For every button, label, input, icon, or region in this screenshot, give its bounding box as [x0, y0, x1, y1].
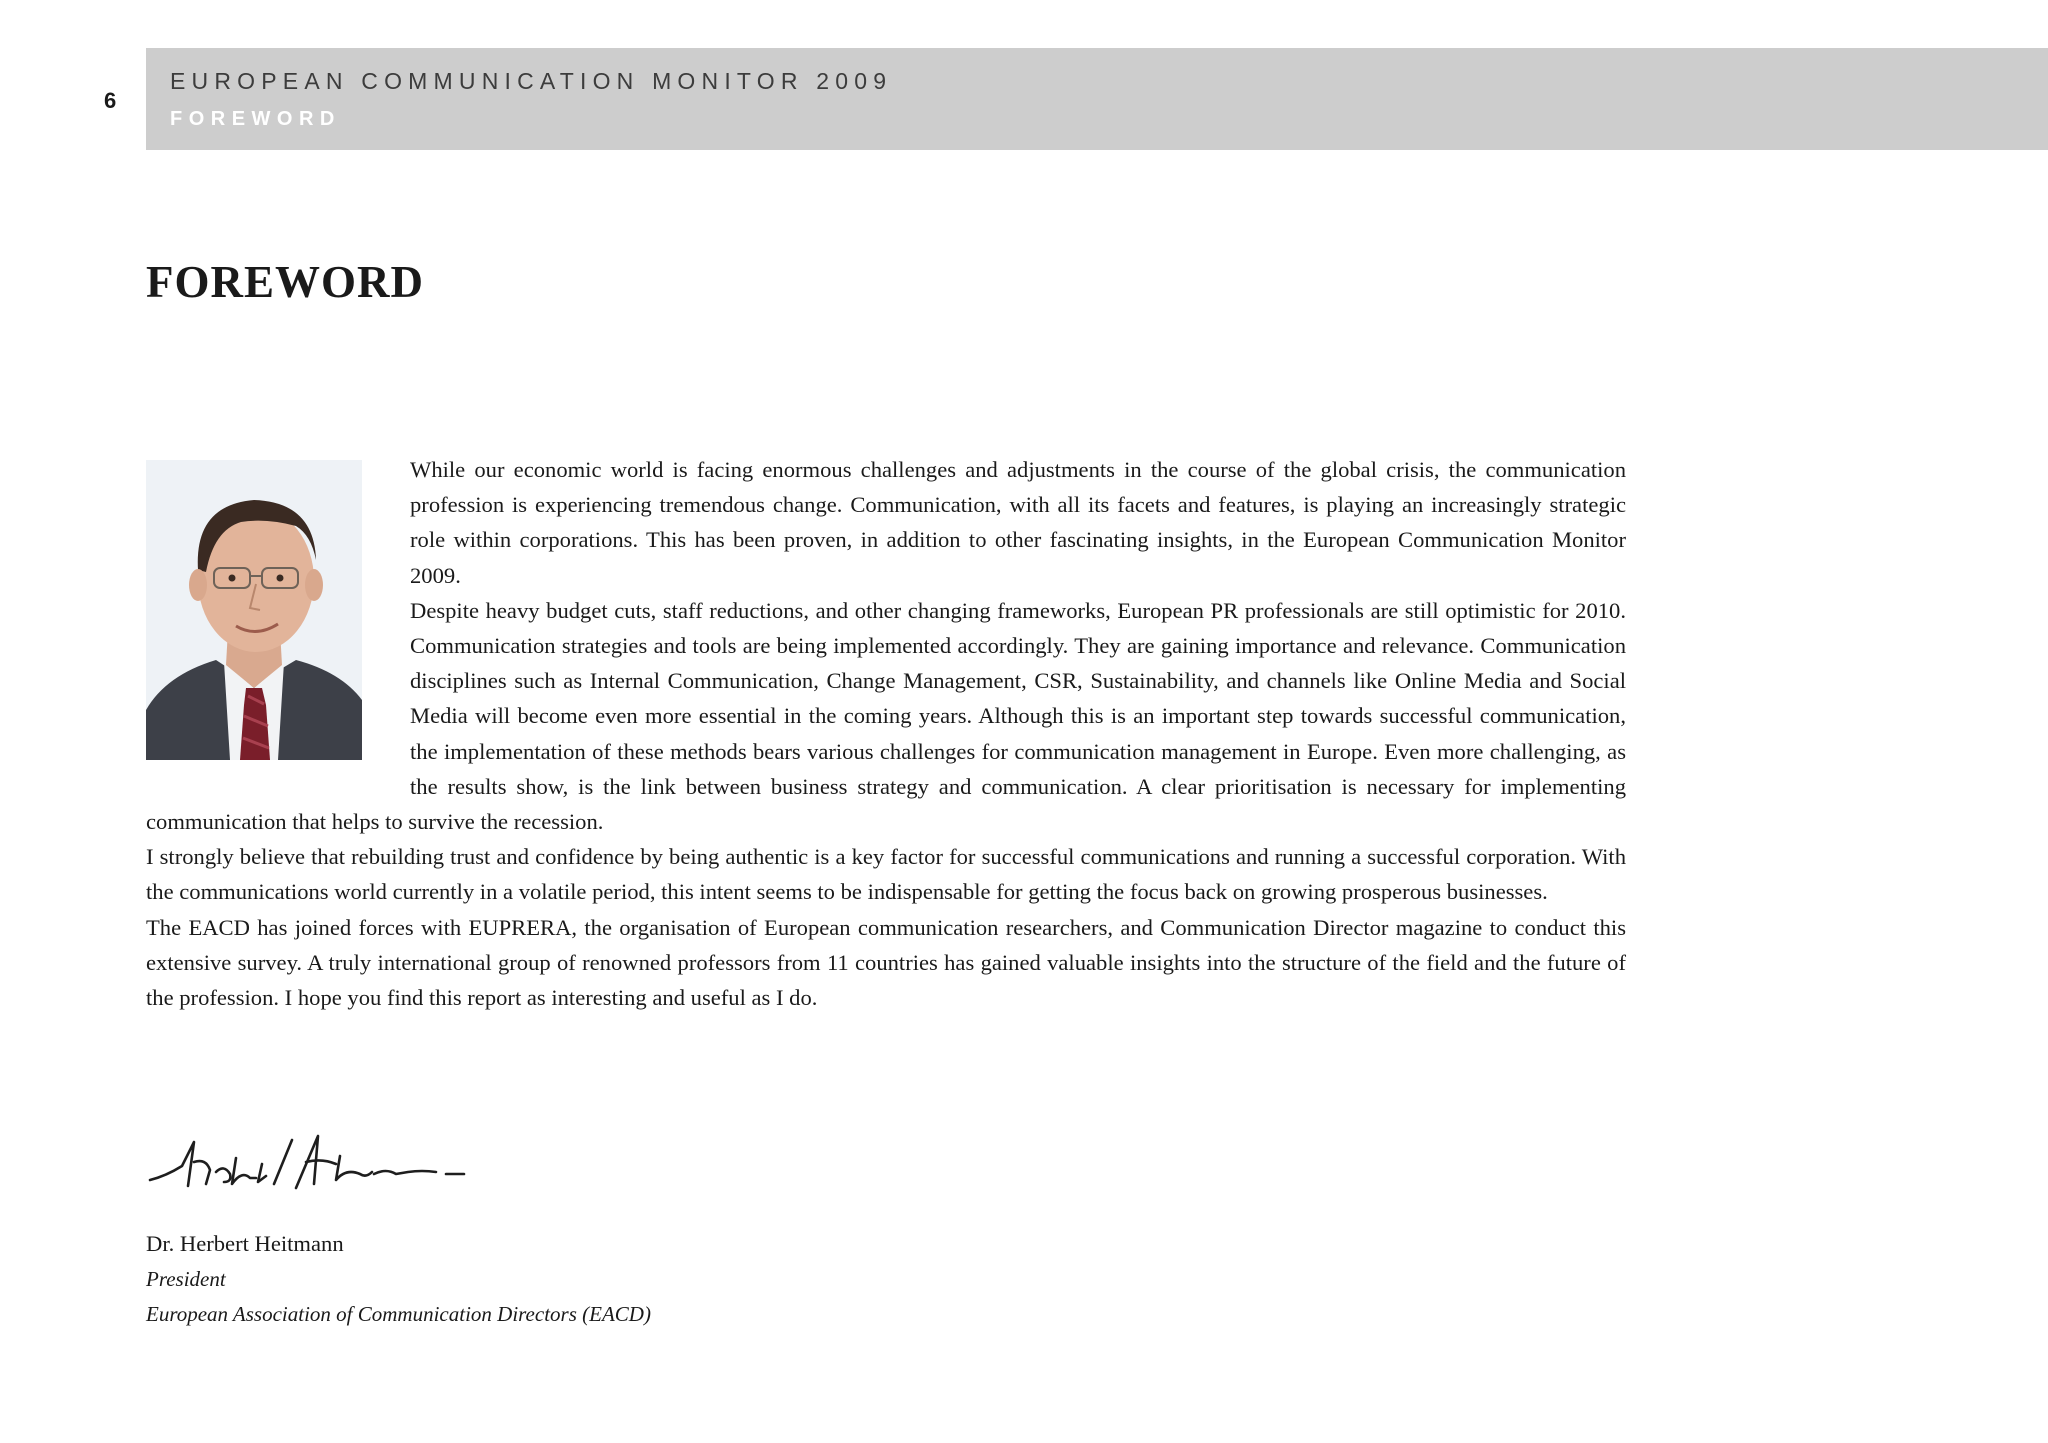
foreword-body: [146, 452, 1626, 1015]
portrait-wrap-spacer: [146, 452, 410, 804]
publication-title: EUROPEAN COMMUNICATION MONITOR 2009: [170, 68, 893, 94]
handwritten-signature-icon: [146, 1128, 476, 1198]
page-number: 6: [104, 88, 117, 113]
foreword-paragraph-3: I strongly believe that rebuilding trust and confidence by being authentic is a key factor for successful communications and running a successful corporation. With the communications world currently in a volatile period, this intent seems to be indispensable for getting the focus back on growing prosperous businesses.: [146, 844, 1626, 905]
foreword-paragraph-1: While our economic world is facing enormous challenges and adjustments in the course of the global crisis, the communication profession is experiencing tremendous change. Communication, with all its facets and features, is playing an increasingly strategic role within corporations. This has been proven, in addition to other fascinating insights, in the European Communication Monitor 2009.: [410, 457, 1626, 588]
foreword-paragraph-4: The EACD has joined forces with EUPRERA, the organisation of European communication researchers, and Communication Director magazine to conduct this extensive survey. A truly international group of renowned professors from 11 countries has gained valuable insights into the structure of the field and the future of the profession. I hope you find this report as interesting and useful as I do.: [146, 914, 1626, 1011]
foreword-paragraph-2: Despite heavy budget cuts, staff reductions, and other changing frameworks, European PR professionals are still optimistic for 2010. Communication strategies and tools are being implemented accordingly. They are gaining importance and relevance. Communication disciplines such as Internal Communication, Change Management, CSR, Sustainability, and channels like Online Media and Social Media will become even more essential in the coming years. Although this is an important step towards successful communication, the implementation of these methods bears various challenges for communication management in Europe. Even more challenging, as the results show, is the link between business strategy and communication. A clear prioritisation is necessary for implementing communication that helps to survive the recession.: [146, 597, 1626, 835]
page-title: FOREWORD: [146, 257, 424, 307]
running-header: [146, 48, 2048, 150]
signatory-name: Dr. Herbert Heitmann: [146, 1231, 344, 1256]
section-label: FOREWORD: [170, 108, 341, 130]
signatory-organisation: European Association of Communication Directors (EACD): [146, 1302, 651, 1326]
signatory-role: President: [146, 1267, 226, 1291]
